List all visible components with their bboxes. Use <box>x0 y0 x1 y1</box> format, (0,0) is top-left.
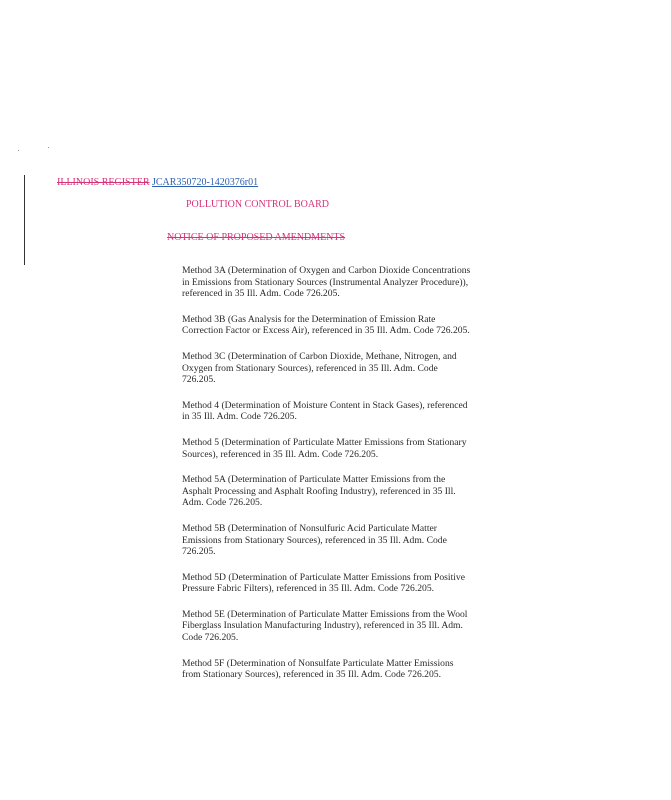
method-entry: Method 5E (Determination of Particulate Matter Emissions from the Wool Fiberglass Insulation Manufacturing Industry), referenced in 35 Ill. Adm. Code 726.205. <box>182 608 468 644</box>
method-entry: Method 4 (Determination of Moisture Content in Stack Gases), referenced in 35 Ill. Adm. Code 726.205. <box>182 399 468 423</box>
scan-speck <box>48 147 49 148</box>
method-list <box>182 265 472 695</box>
board-title: POLLUTION CONTROL BOARD <box>186 199 329 210</box>
register-header <box>57 177 258 189</box>
notice-title: NOTICE OF PROPOSED AMENDMENTS <box>167 232 346 243</box>
method-entry: Method 5A (Determination of Particulate Matter Emissions from the Asphalt Processing and Asphalt Roofing Industry), referenced in 35 Ill. Adm. Code 726.205. <box>182 474 456 509</box>
method-entry: Method 3B (Gas Analysis for the Determination of Emission Rate Correction Factor or Excess Air), referenced in 35 Ill. Adm. Code 726.205. <box>182 313 470 337</box>
method-entry: Method 5D (Determination of Particulate Matter Emissions from Positive Pressure Fabric Filters), referenced in 35 Ill. Adm. Code 726.205. <box>182 571 465 595</box>
register-title-struck: ILLINOIS REGISTER <box>57 177 150 188</box>
jcar-code: JCAR350720-1420376r01 <box>152 177 259 188</box>
method-entry: Method 3A (Determination of Oxygen and Carbon Dioxide Concentrations in Emissions from Stationary Sources (Instrumental Analyzer Procedure)), referenced in 35 Ill. Adm. Code 726.205. <box>182 265 471 300</box>
method-entry: Method 5F (Determination of Nonsulfate Particulate Matter Emissions from Stationary Sources), referenced in 35 Ill. Adm. Code 726.205. <box>182 657 454 681</box>
method-entry: Method 5B (Determination of Nonsulfuric Acid Particulate Matter Emissions from Stationary Sources), referenced in 35 Ill. Adm. Code 726.205. <box>182 522 447 558</box>
revision-change-bar <box>24 175 25 265</box>
scan-speck <box>18 150 19 151</box>
method-entry: Method 5 (Determination of Particulate Matter Emissions from Stationary Sources), referenced in 35 Ill. Adm. Code 726.205. <box>182 436 467 460</box>
method-entry: Method 3C (Determination of Carbon Dioxide, Methane, Nitrogen, and Oxygen from Stationary Sources), referenced in 35 Ill. Adm. Code 726.205. <box>182 350 457 386</box>
